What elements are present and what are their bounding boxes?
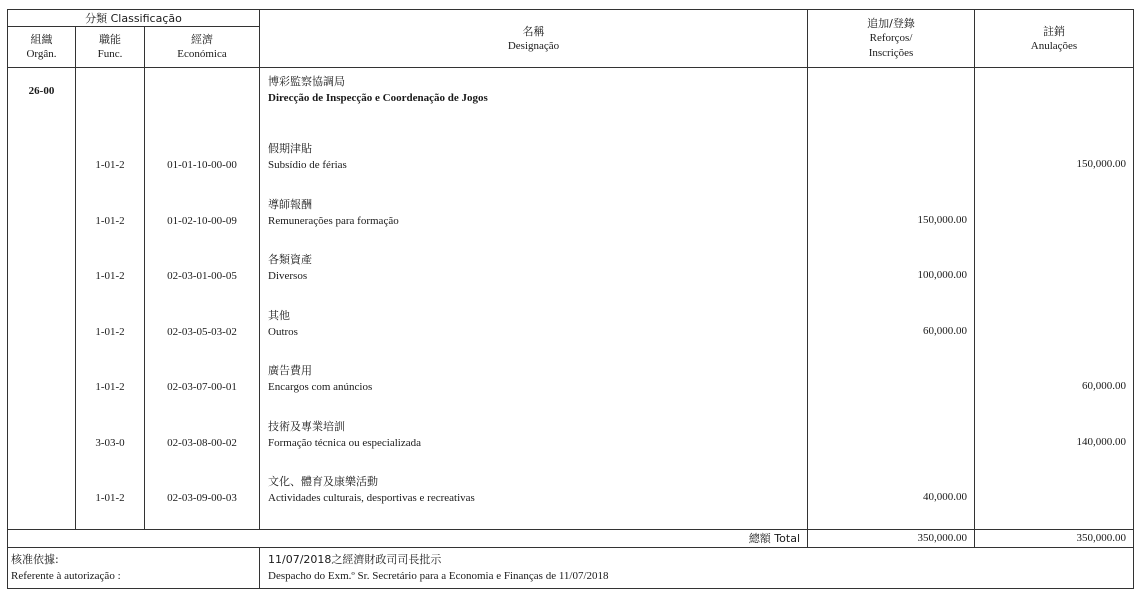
table-row [8,196,1134,252]
econ-code: 02-03-01-00-05 [145,251,260,307]
econ-code: 02-03-08-00-02 [145,418,260,474]
item-name-pt: Diversos [268,270,308,282]
table-row [8,307,1134,363]
item-name-pt: Formação técnica ou especializada [268,436,422,449]
organ-cell-empty [8,473,76,529]
table-row [8,418,1134,474]
annulment-value [975,473,1134,529]
item-name-pt: Encargos com anúncios [268,381,373,393]
total-reinforcement: 350,000.00 [808,529,975,547]
annulment-header-pt: Anulações [1030,39,1078,52]
reinforcement-value: 100,000.00 [808,251,975,307]
organ-econ-empty [145,68,260,141]
organ-annulment-empty [975,68,1134,141]
authorization-label [8,547,260,588]
econ-header-zh: 經濟 [191,33,213,46]
authorization-text [260,547,1134,588]
authorization-text-zh: 11/07/2018之經濟財政司司長批示 [268,552,442,566]
item-designation [260,196,808,252]
organ-header-pt: Orgân. [26,48,57,60]
func-code: 1-01-2 [76,251,145,307]
table-row [8,140,1134,196]
organ-reinforcement-empty [808,68,975,141]
total-label: 總額 Total [8,529,808,547]
reinforcement-value: 40,000.00 [808,473,975,529]
item-name-zh: 其他 [268,308,290,322]
item-designation [260,362,808,418]
item-name-pt: Remunerações para formação [268,214,399,227]
item-name-zh: 技術及專業培訓 [268,419,345,433]
func-code: 1-01-2 [76,196,145,252]
organ-name-zh: 博彩監察協調局 [268,75,345,88]
organ-cell-empty [8,307,76,363]
item-designation [260,418,808,474]
organ-cell-empty [8,418,76,474]
func-code: 1-01-2 [76,307,145,363]
organ-cell-empty [8,362,76,418]
table-row [8,251,1134,307]
annulment-value [975,196,1134,252]
organ-cell-empty [8,140,76,196]
reinforcement-header-pt1: Reforços/ [869,32,913,44]
designation-header [260,10,808,68]
item-name-pt: Subsídio de férias [268,159,347,171]
budget-page [7,9,1133,589]
func-code: 1-01-2 [76,473,145,529]
reinforcement-header-pt2: Inscrições [868,47,914,59]
organ-name-pt: Direcção de Inspecção e Coordenação de Jogos [268,92,488,104]
table-row [8,473,1134,529]
organ-header [8,27,76,68]
reinforcement-value [808,418,975,474]
designation-header-pt: Designação [507,39,560,52]
item-name-zh: 假期津貼 [268,142,312,155]
table-row [8,362,1134,418]
organ-cell-empty [8,251,76,307]
item-name-pt: Actividades culturais, desportivas e recreativas [268,492,475,504]
econ-header-pt: Económica [177,48,227,60]
total-row [8,529,1134,547]
reinforcement-value [808,362,975,418]
total-annulment: 350,000.00 [975,529,1134,547]
organ-header-zh: 組織 [30,33,53,46]
func-code: 1-01-2 [76,140,145,196]
organ-func-empty [76,68,145,141]
item-name-zh: 導師報酬 [268,197,312,211]
econ-code: 02-03-09-00-03 [145,473,260,529]
organ-code: 26-00 [8,68,76,141]
item-designation [260,307,808,363]
econ-code: 01-01-10-00-00 [145,140,260,196]
budget-table [7,9,1134,589]
annulment-value: 140,000.00 [975,418,1134,474]
reinforcement-value: 60,000.00 [808,307,975,363]
func-header-zh: 職能 [99,33,121,46]
organ-name [260,68,808,141]
designation-header-zh: 名稱 [522,24,545,38]
func-header-pt: Func. [97,48,123,60]
item-name-pt: Outros [268,325,298,338]
func-header [76,27,145,68]
authorization-label-pt: Referente à autorização : [11,569,121,582]
econ-code: 02-03-05-03-02 [145,307,260,363]
reinforcement-value [808,140,975,196]
annulment-header-zh: 註銷 [1043,24,1065,38]
annulment-value [975,307,1134,363]
authorization-row [8,547,1134,588]
func-code: 1-01-2 [76,362,145,418]
econ-code: 01-02-10-00-09 [145,196,260,252]
classification-header: 分類 Classificação [8,10,260,27]
item-name-zh: 文化、體育及康樂活動 [268,475,378,488]
econ-header [145,27,260,68]
item-designation [260,251,808,307]
organ-cell-empty [8,196,76,252]
organ-row [8,68,1134,141]
authorization-text-pt: Despacho do Exm.º Sr. Secretário para a Economia e Finanças de 11/07/2018 [268,569,609,582]
reinforcement-header [808,10,975,68]
annulment-value: 60,000.00 [975,362,1134,418]
reinforcement-header-zh: 追加/登錄 [867,17,915,30]
item-name-zh: 廣告費用 [268,364,312,377]
authorization-label-zh: 核准依據: [11,552,59,566]
item-designation [260,473,808,529]
econ-code: 02-03-07-00-01 [145,362,260,418]
annulment-value [975,251,1134,307]
annulment-value: 150,000.00 [975,140,1134,196]
item-designation [260,140,808,196]
annulment-header [975,10,1134,68]
header-row-top [8,10,1134,27]
func-code: 3-03-0 [76,418,145,474]
item-name-zh: 各類資產 [268,253,312,266]
reinforcement-value: 150,000.00 [808,196,975,252]
